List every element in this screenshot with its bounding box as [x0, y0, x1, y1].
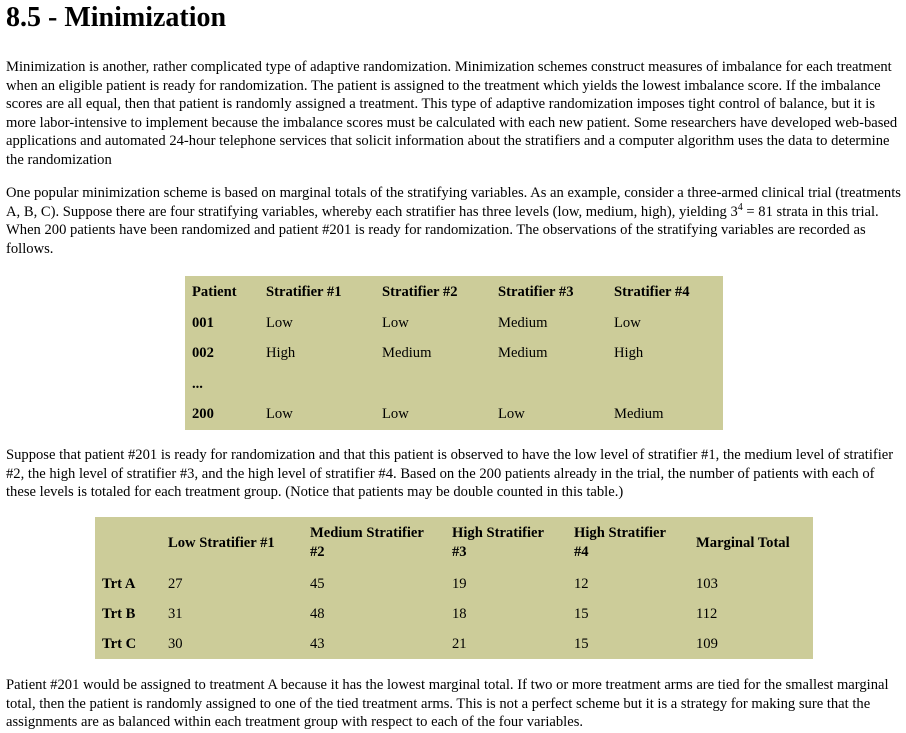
- column-header: Stratifier #2: [382, 283, 458, 300]
- column-header: Low Stratifier #1: [168, 534, 275, 551]
- intro-paragraph: Minimization is another, rather complicated type of adaptive randomization. Minimization schemes construct measures of imbalance for each treatment when an eligible patient is ready for randomization. The patient is assigned to the treatment which yields the lowest imbalance score. If the imbalance scores are all equal, then that patient is randomly assigned a treatment. This type of adaptive randomization imposes tight control of balance, but it is more labor-intensive to implement because the imbalance scores must be calculated with each new patient. Some researchers have developed web-based applications and automated 24-hour telephone services that solicit information about the stratifiers and a computer algorithm uses the data to determine the randomization: [6, 59, 898, 168]
- table-cell: Low: [498, 406, 525, 423]
- table-row: [185, 369, 723, 399]
- table-cell: 112: [696, 605, 718, 622]
- page-title: 8.5 - Minimization: [6, 2, 227, 33]
- table-cell: 15: [574, 605, 589, 622]
- column-header: Marginal Total: [696, 534, 790, 551]
- table-header-row: [95, 517, 813, 569]
- column-header: High Stratifier #4: [574, 525, 666, 560]
- table-cell: [607, 369, 723, 399]
- table-cell: 30: [168, 635, 183, 652]
- table-cell: 31: [168, 605, 183, 622]
- table-cell: Low: [382, 315, 409, 332]
- table-row: [185, 339, 723, 369]
- table-cell: 43: [310, 635, 325, 652]
- table-cell: High: [614, 345, 644, 362]
- column-header: Patient: [192, 283, 237, 300]
- table-row: [185, 308, 723, 338]
- table-cell: 200: [192, 406, 214, 423]
- table-cell: ...: [192, 375, 203, 392]
- table-header-row: [185, 276, 723, 308]
- table-row: [185, 400, 723, 430]
- table-cell: 27: [168, 575, 183, 592]
- scheme-text-before: One popular minimization scheme is based on marginal totals of the stratifying variables. As an example, consider a three-armed clinical trial (treatments A, B, C). Suppose there are four stratifying variables, whereby each stratifier has three levels (low, medium, high), yielding 3: [6, 185, 901, 220]
- strata-exponent: 4: [737, 201, 743, 213]
- table-cell: 109: [696, 635, 718, 652]
- column-header: [95, 517, 161, 569]
- column-header: Medium Stratifier #2: [310, 525, 424, 560]
- table-cell: Low: [382, 406, 409, 423]
- table-cell: 45: [310, 575, 325, 592]
- table-cell: Medium: [498, 345, 548, 362]
- table-cell: 19: [452, 575, 467, 592]
- table-cell: [375, 369, 491, 399]
- column-header: Stratifier #3: [498, 283, 574, 300]
- scheme-paragraph: [6, 184, 906, 258]
- table-cell: Low: [614, 315, 641, 332]
- marginal-totals-table: [95, 517, 813, 659]
- table-cell: Low: [266, 406, 293, 423]
- table-cell: [491, 369, 607, 399]
- column-header: Stratifier #4: [614, 283, 690, 300]
- table-cell: [259, 369, 375, 399]
- table-cell: 002: [192, 345, 214, 362]
- table-cell: 21: [452, 635, 467, 652]
- stratifier-observations-table: [185, 276, 723, 430]
- table-cell: 48: [310, 605, 325, 622]
- table-cell: 001: [192, 315, 214, 332]
- column-header: Stratifier #1: [266, 283, 342, 300]
- table-row: [95, 629, 813, 659]
- table-cell: 12: [574, 575, 589, 592]
- table-row: [95, 569, 813, 599]
- column-header: High Stratifier #3: [452, 525, 544, 560]
- conclusion-paragraph: Patient #201 would be assigned to treatment A because it has the lowest marginal total. If two or more treatment arms are tied for the smallest marginal total, then the patient is randomly assigned to one of the tied treatment arms. This is not a perfect scheme but it is a strategy for making sure that the assignments are as balanced within each treatment group with respect to each of the four variables.: [6, 677, 889, 731]
- marginal-counts-paragraph: Suppose that patient #201 is ready for randomization and that this patient is observed to have the low level of stratifier #1, the medium level of stratifier #2, the high level of stratifier #3, and the high level of stratifier #4. Based on the 200 patients already in the trial, the number of patients with each of these levels is totaled for each treatment group. (Notice that patients may be double counted in this table.): [6, 447, 894, 501]
- table-cell: Medium: [498, 315, 548, 332]
- scheme-text-after: = 81 strata in this trial. When 200 patients have been randomized and patient #201 is ready for randomization. The observations of the stratifying variables are recorded as follows.: [6, 203, 879, 257]
- row-header: Trt C: [102, 635, 137, 652]
- row-header: Trt A: [102, 575, 136, 592]
- table-cell: High: [266, 345, 296, 362]
- table-cell: Medium: [614, 406, 664, 423]
- table-cell: 103: [696, 575, 718, 592]
- table-cell: Medium: [382, 345, 432, 362]
- table-row: [95, 599, 813, 629]
- table-cell: 18: [452, 605, 467, 622]
- row-header: Trt B: [102, 605, 136, 622]
- table-cell: 15: [574, 635, 589, 652]
- table-cell: Low: [266, 315, 293, 332]
